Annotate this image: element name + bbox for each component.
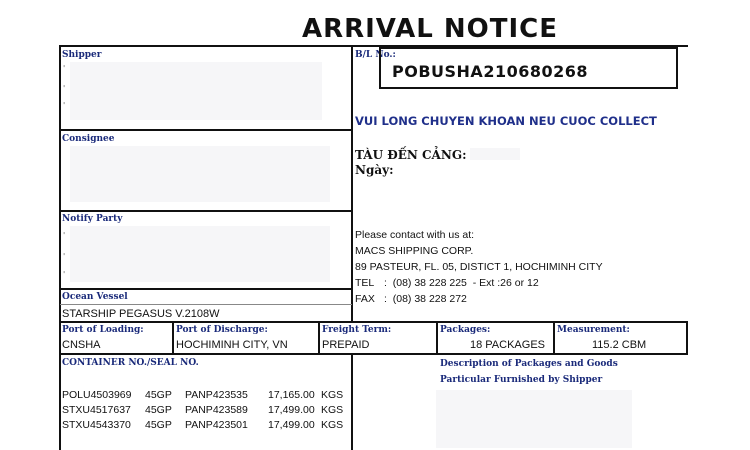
arrival-port-redacted: [470, 148, 520, 160]
container-unit: KGS: [321, 404, 344, 416]
container-number: STXU4517637: [62, 404, 131, 416]
container-unit: KGS: [321, 389, 344, 401]
container-size: 45GP: [145, 404, 172, 416]
bl-number: POBUSHA210680268: [392, 62, 589, 81]
description-redacted: [436, 390, 632, 448]
container-seal: PANP423535: [185, 389, 248, 401]
port-divider-right: [686, 321, 688, 354]
port-divider-2: [318, 321, 320, 354]
discharge-label: Port of Discharge:: [176, 325, 268, 335]
packages-label: Packages:: [440, 325, 491, 335]
port-row-top: [60, 321, 688, 323]
shipper-tick: ': [63, 101, 66, 110]
vessel-underline: [60, 304, 352, 305]
contact-fax-value: : (08) 38 228 272: [384, 293, 467, 305]
contact-tel-value: : (08) 38 228 225 - Ext :26 or 12: [384, 277, 539, 289]
description-sublabel: Particular Furnished by Shipper: [440, 375, 603, 385]
page-title: ARRIVAL NOTICE: [301, 14, 559, 44]
container-number: STXU4543370: [62, 419, 131, 431]
consignee-redacted: [70, 146, 330, 202]
frame-middle: [351, 45, 353, 321]
container-size: 45GP: [145, 389, 172, 401]
container-weight: 17,499.00: [268, 404, 315, 416]
container-seal: PANP423501: [185, 419, 248, 431]
arrival-port-label: TÀU ĐẾN CẢNG:: [355, 148, 467, 162]
shipper-redacted: [70, 62, 322, 120]
container-number: POLU4503969: [62, 389, 132, 401]
packages-value: 18 PACKAGES: [470, 339, 545, 351]
frame-left: [59, 45, 61, 450]
loading-label: Port of Loading:: [62, 325, 144, 335]
containers-label: CONTAINER NO./SEAL NO.: [62, 358, 199, 368]
contact-company: MACS SHIPPING CORP.: [355, 245, 474, 257]
container-divider: [351, 353, 353, 450]
port-divider-1: [172, 321, 174, 354]
contact-tel-label: TEL: [355, 277, 375, 289]
contact-address: 89 PASTEUR, FL. 05, DISTICT 1, HOCHIMINH CITY: [355, 261, 603, 273]
notify-tick: ': [63, 252, 66, 261]
port-divider-4: [553, 321, 555, 354]
container-unit: KGS: [321, 419, 344, 431]
contact-intro: Please contact with us at:: [355, 229, 475, 241]
port-divider-3: [436, 321, 438, 354]
measurement-label: Measurement:: [557, 325, 630, 335]
loading-value: CNSHA: [62, 339, 101, 351]
container-seal: PANP423589: [185, 404, 248, 416]
divider-consignee: [60, 129, 352, 131]
vessel-label: Ocean Vessel: [62, 292, 128, 302]
payment-notice: VUI LONG CHUYEN KHOAN NEU CUOC COLLECT: [355, 114, 657, 128]
container-weight: 17,499.00: [268, 419, 315, 431]
freight-label: Freight Term:: [322, 325, 392, 335]
measurement-value: 115.2 CBM: [592, 339, 647, 351]
divider-notify: [60, 210, 352, 212]
container-weight: 17,165.00: [268, 389, 315, 401]
port-row-bottom: [60, 353, 688, 355]
consignee-label: Consignee: [62, 134, 115, 144]
freight-value: PREPAID: [322, 339, 370, 351]
notify-tick: ': [63, 270, 66, 279]
notify-redacted: [70, 226, 330, 282]
container-size: 45GP: [145, 419, 172, 431]
notify-tick: ': [63, 231, 66, 240]
frame-top-left: [60, 45, 352, 47]
shipper-tick: ': [63, 84, 66, 93]
contact-fax-label: FAX: [355, 293, 375, 305]
description-label: Description of Packages and Goods: [440, 359, 618, 369]
shipper-label: Shipper: [62, 50, 102, 60]
vessel-value: STARSHIP PEGASUS V.2108W: [62, 308, 220, 320]
discharge-value: HOCHIMINH CITY, VN: [176, 339, 288, 351]
divider-vessel: [60, 288, 352, 290]
notify-label: Notify Party: [62, 214, 123, 224]
shipper-tick: ': [63, 64, 66, 73]
bl-label: B/L No.:: [355, 50, 396, 60]
date-label: Ngày:: [355, 163, 394, 177]
